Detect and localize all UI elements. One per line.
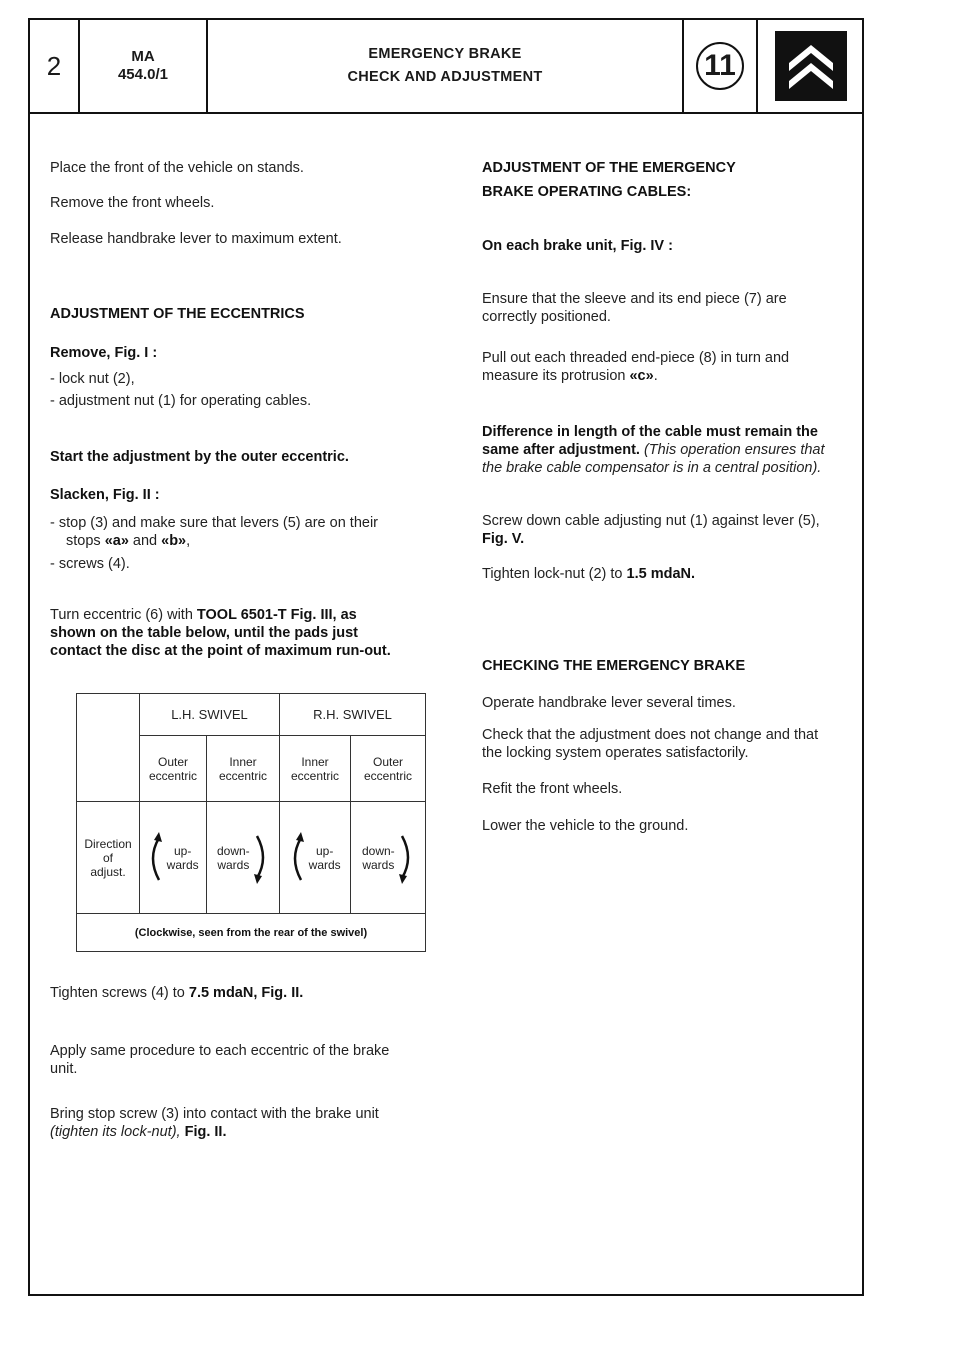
sub-heading: Remove, Fig. I : xyxy=(50,345,158,361)
column-header: Inner eccentric xyxy=(280,736,351,802)
section-heading: BRAKE OPERATING CABLES: xyxy=(482,184,692,200)
swivel-adjustment-table xyxy=(76,693,426,952)
sub-heading: Start the adjustment by the outer eccentric. xyxy=(50,449,349,465)
page-number: 2 xyxy=(30,20,80,112)
list-item: - screws (4). xyxy=(50,556,130,572)
step-text: the locking system operates satisfactorily. xyxy=(482,745,749,761)
step-text: Pull out each threaded end-piece (8) in turn and xyxy=(482,350,790,366)
warning-text: Difference in length of the cable must remain the xyxy=(482,424,818,440)
list-item: - stop (3) and make sure that levers (5) are on their xyxy=(50,515,379,531)
step-text: Check that the adjustment does not change and that xyxy=(482,727,819,743)
brand-logo xyxy=(758,20,864,112)
row-header: Direction of adjust. xyxy=(77,802,140,914)
table-corner-cell xyxy=(77,694,140,802)
list-item: - lock nut (2), xyxy=(50,371,135,387)
direction-cell: up- wards xyxy=(280,802,351,914)
curved-arrow-down-icon xyxy=(253,830,269,886)
step-text: Screw down cable adjusting nut (1) against lever (5), xyxy=(482,513,820,529)
section-heading: ADJUSTMENT OF THE ECCENTRICS xyxy=(50,306,305,322)
step-text: correctly positioned. xyxy=(482,309,611,325)
step-text: Tighten lock-nut (2) to 1.5 mdaN. xyxy=(482,566,696,582)
manual-page xyxy=(28,18,864,1296)
step-text: Refit the front wheels. xyxy=(482,781,623,797)
warning-text: same after adjustment. (This operation ensures that xyxy=(482,442,825,458)
section-heading: ADJUSTMENT OF THE EMERGENCY xyxy=(482,160,736,176)
section-badge xyxy=(684,20,758,112)
direction-cell: down- wards xyxy=(207,802,280,914)
step-text: Turn eccentric (6) with TOOL 6501-T Fig. III, as xyxy=(50,607,357,623)
warning-text: the brake cable compensator is in a central position). xyxy=(482,460,822,476)
list-item: stops «a» and «b», xyxy=(66,533,191,549)
direction-cell: up- wards xyxy=(140,802,207,914)
sub-heading: Slacken, Fig. II : xyxy=(50,487,160,503)
page-header xyxy=(30,20,862,114)
step-text: shown on the table below, until the pads just xyxy=(50,625,358,641)
step-text: Fig. V. xyxy=(482,531,525,547)
curved-arrow-up-icon xyxy=(289,830,305,886)
step-text: unit. xyxy=(50,1061,78,1077)
column-header: Outer eccentric xyxy=(140,736,207,802)
step-text: Apply same procedure to each eccentric of the brake xyxy=(50,1043,390,1059)
step-text: Bring stop screw (3) into contact with the brake unit xyxy=(50,1106,379,1122)
column-header: Inner eccentric xyxy=(207,736,280,802)
list-item: - adjustment nut (1) for operating cables. xyxy=(50,393,312,409)
table-note: (Clockwise, seen from the rear of the swivel) xyxy=(77,914,426,952)
curved-arrow-up-icon xyxy=(147,830,163,886)
page-title: EMERGENCY BRAKE CHECK AND ADJUSTMENT xyxy=(208,20,684,112)
step-text: Ensure that the sleeve and its end piece (7) are xyxy=(482,291,787,307)
double-chevron-logo-icon xyxy=(775,31,847,101)
step-text: contact the disc at the point of maximum run-out. xyxy=(50,643,391,659)
column-header: Outer eccentric xyxy=(351,736,426,802)
step-text: Remove the front wheels. xyxy=(50,195,215,211)
step-text: Release handbrake lever to maximum extent. xyxy=(50,231,342,247)
step-text: Tighten screws (4) to 7.5 mdaN, Fig. II. xyxy=(50,985,304,1001)
step-text: measure its protrusion «c». xyxy=(482,368,658,384)
section-circle: 11 xyxy=(696,42,744,90)
section-heading: CHECKING THE EMERGENCY BRAKE xyxy=(482,658,746,674)
step-text: Lower the vehicle to the ground. xyxy=(482,818,689,834)
lh-swivel-header: L.H. SWIVEL xyxy=(140,694,280,736)
direction-cell: down- wards xyxy=(351,802,426,914)
rh-swivel-header: R.H. SWIVEL xyxy=(280,694,426,736)
step-text: Operate handbrake lever several times. xyxy=(482,695,736,711)
curved-arrow-down-icon xyxy=(398,830,414,886)
sub-heading: On each brake unit, Fig. IV : xyxy=(482,238,673,254)
operation-reference: MA 454.0/1 xyxy=(80,20,208,112)
step-text: (tighten its lock-nut), Fig. II. xyxy=(50,1124,227,1140)
step-text: Place the front of the vehicle on stands. xyxy=(50,160,304,176)
